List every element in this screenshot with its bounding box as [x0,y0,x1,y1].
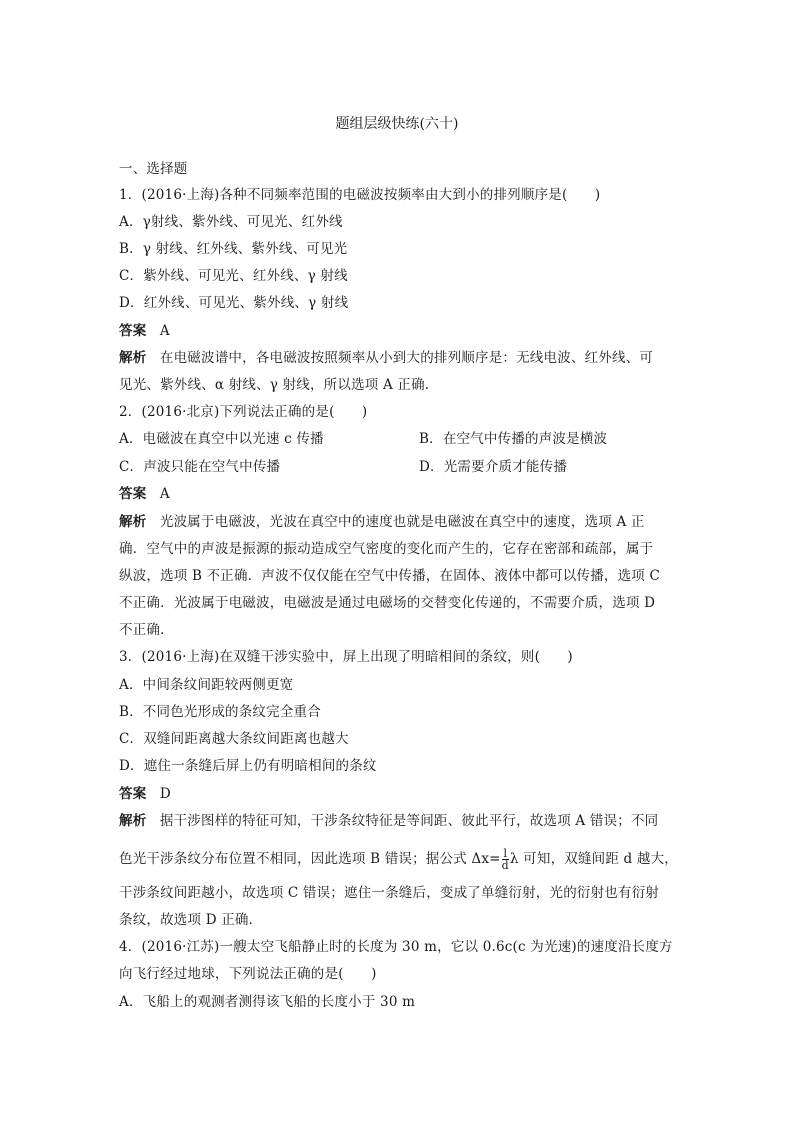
explanation-text: 据干涉图样的特征可知，干涉条纹特征是等间距、彼此平行，故选项 A 错误；不同 [159,813,659,829]
explanation-text: λ 可知，双缝间距 d 越大， [509,851,678,867]
q1-option-b: B．γ 射线、红外线、紫外线、可见光 [119,241,348,257]
fraction-numerator: l [503,847,508,860]
answer-label: 答案 [119,486,147,502]
explanation-label: 解析 [119,813,147,829]
answer-value: A [159,486,170,502]
q2-explanation-line: 纵波，选项 B 不正确．声波不仅仅能在空气中传播，在固体、液体中都可以传播，选项 C [119,568,661,584]
explanation-text: 在电磁波谱中，各电磁波按照频率从小到大的排列顺序是：无线电波、红外线、可 [159,350,654,366]
q3-option-a: A．中间条纹间距较两侧更宽 [119,677,294,693]
fraction-denominator: d [501,859,509,872]
q2-explanation-line: 不正确． [119,622,174,638]
q2-stem: 2．(2016·北京)下列说法正确的是( ) [119,404,368,420]
q1-explanation-line [119,349,653,367]
q1-answer [119,322,170,340]
answer-label: 答案 [119,786,147,802]
q3-answer [119,785,171,803]
q1-option-a: A．γ射线、紫外线、可见光、红外线 [119,214,343,230]
page-title: 题组层级快练(六十) [335,116,459,132]
explanation-text: 光波属于电磁波，光波在真空中的速度也就是电磁波在真空中的速度，选项 A 正 [159,514,645,530]
q3-stem: 3．(2016·上海)在双缝干涉实验中，屏上出现了明暗相间的条纹，则( ) [119,649,573,665]
q1-option-c: C．紫外线、可见光、红外线、γ 射线 [119,268,348,284]
q3-option-d: D．遮住一条缝后屏上仍有明暗相间的条纹 [119,758,377,774]
q2-answer [119,485,170,503]
section-heading: 一、选择题 [119,161,188,177]
q3-explanation-line [119,812,658,830]
q2-explanation-line: 不正确．光波属于电磁波，电磁波是通过电磁场的交替变化传递的，不需要介质，选项 D [119,595,656,611]
q2-option-d: D．光需要介质才能传播 [419,459,568,475]
q3-option-c: C．双缝间距离越大条纹间距离也越大 [119,731,349,747]
q3-explanation-formula-line [119,848,678,871]
q3-explanation-line: 条纹，故选项 D 正确． [119,912,263,928]
q2-explanation-line [119,513,645,531]
q1-stem: 1．(2016·上海)各种不同频率范围的电磁波按频率由大到小的排列顺序是( ) [119,187,601,203]
fraction-l-over-d [502,848,509,871]
q1-explanation-line: 见光、紫外线、α 射线、γ 射线，所以选项 A 正确． [119,377,439,393]
explanation-label: 解析 [119,350,147,366]
answer-label: 答案 [119,323,147,339]
q4-stem-line: 向飞行经过地球，下列说法正确的是( ) [119,966,377,982]
answer-value: A [159,323,170,339]
q2-option-b: B．在空气中传播的声波是横波 [419,431,608,447]
q4-option-a: A．飞船上的观测者测得该飞船的长度小于 30 m [119,994,416,1010]
explanation-label: 解析 [119,514,147,530]
q2-explanation-line: 确．空气中的声波是振源的振动造成空气密度的变化而产生的，它存在密部和疏部，属于 [119,541,654,557]
answer-value: D [159,786,171,802]
q3-option-b: B．不同色光形成的条纹完全重合 [119,704,321,720]
q3-explanation-line: 干涉条纹间距越小，故选项 C 错误；遮住一条缝后，变成了单缝衍射，光的衍射也有衍射 [119,885,660,901]
q1-option-d: D．红外线、可见光、紫外线、γ 射线 [119,295,349,311]
q2-option-a: A．电磁波在真空中以光速 c 传播 [119,431,324,447]
q4-stem-line: 4．(2016·江苏)一艘太空飞船静止时的长度为 30 m，它以 0.6c(c 为光速)的速度沿长度方 [119,939,673,955]
q2-option-c: C．声波只能在空气中传播 [119,459,281,475]
explanation-text: 色光干涉条纹分布位置不相同，因此选项 B 错误；据公式 Δx= [119,851,501,867]
